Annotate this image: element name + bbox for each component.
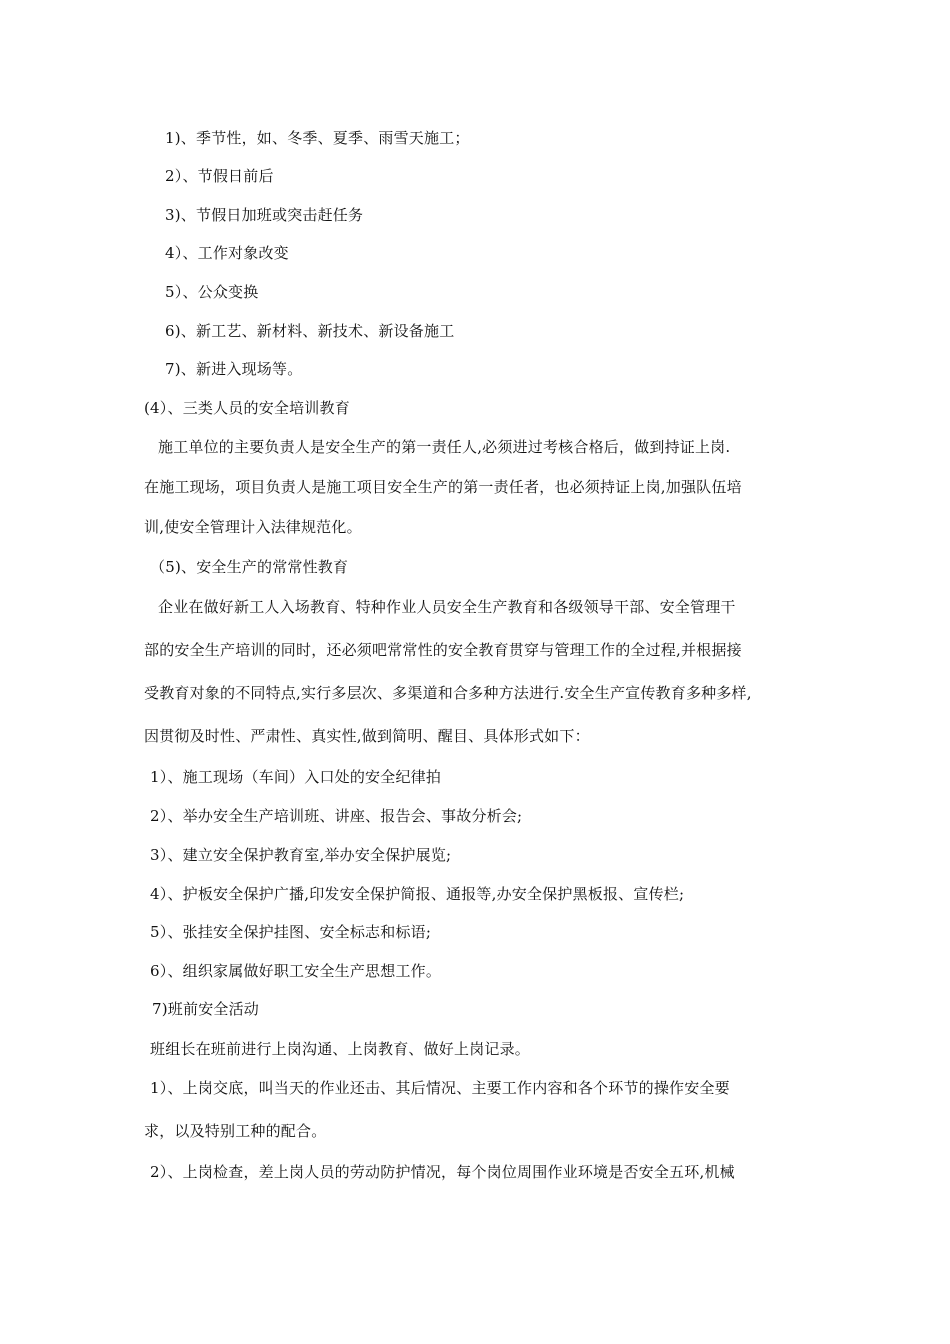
list-item-overtime: 3)、节假日加班或突击赶任务	[165, 206, 364, 224]
list-item: 1）、施工现场（车间）入口处的安全纪律拍	[150, 768, 442, 786]
list-item-new-entry: 7)、新进入现场等。	[165, 360, 303, 378]
section-heading-5: （5)、安全生产的常常性教育	[150, 558, 349, 576]
paragraph-line: 受教育对象的不同特点,实行多层次、多渠道和合多种方法进行.安全生产宣传教育多种多样,	[144, 684, 752, 702]
list-item: 1）、上岗交底，叫当天的作业还击、其后情况、主要工作内容和各个环节的操作安全要	[150, 1079, 730, 1097]
list-item: 4）、护板安全保护广播,印发安全保护简报、通报等,办安全保护黑板报、宣传栏;	[150, 885, 685, 903]
paragraph-line: 施工单位的主要负责人是安全生产的第一责任人,必须进过考核合格后，做到持证上岗.	[158, 438, 731, 456]
list-item-public-change: 5）、公众变换	[165, 283, 259, 301]
list-item-seasonal: 1)、季节性，如、冬季、夏季、雨雪天施工；	[165, 129, 470, 147]
paragraph-line: 在施工现场，项目负责人是施工项目安全生产的第一责任者，也必须持证上岗,加强队伍培	[144, 478, 742, 496]
list-item-holiday: 2）、节假日前后	[165, 167, 274, 185]
section-heading-4: (4）、三类人员的安全培训教育	[144, 399, 350, 417]
paragraph-line: 部的安全生产培训的同时，还必须吧常常性的安全教育贯穿与管理工作的全过程,并根据接	[144, 641, 742, 659]
paragraph-line: 求，以及特别工种的配合。	[144, 1122, 327, 1140]
list-item: 3）、建立安全保护教育室,举办安全保护展览;	[150, 846, 452, 864]
list-item: 6）、组织家属做好职工安全生产思想工作。	[150, 962, 442, 980]
list-item: 2）、举办安全生产培训班、讲座、报告会、事故分析会;	[150, 807, 523, 825]
section-heading-7: 7)班前安全活动	[152, 1000, 259, 1018]
paragraph-line: 班组长在班前进行上岗沟通、上岗教育、做好上岗记录。	[150, 1040, 531, 1058]
paragraph-line: 因贯彻及时性、严肃性、真实性,做到简明、醒目、具体形式如下：	[144, 727, 590, 745]
list-item: 2）、上岗检查，差上岗人员的劳动防护情况，每个岗位周围作业环境是否安全五环,机械	[150, 1163, 735, 1181]
list-item-new-tech: 6)、新工艺、新材料、新技术、新设备施工	[165, 322, 455, 340]
list-item: 5）、张挂安全保护挂图、安全标志和标语;	[150, 923, 432, 941]
list-item-work-change: 4）、工作对象改变	[165, 244, 289, 262]
paragraph-line: 企业在做好新工人入场教育、特种作业人员安全生产教育和各级领导干部、安全管理干	[158, 598, 736, 616]
paragraph-line: 训,使安全管理计入法律规范化。	[144, 518, 362, 536]
